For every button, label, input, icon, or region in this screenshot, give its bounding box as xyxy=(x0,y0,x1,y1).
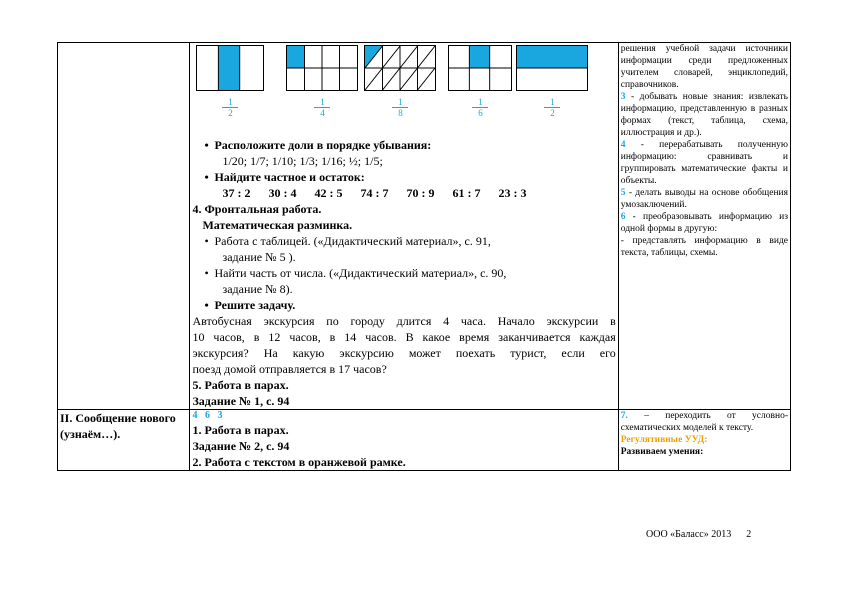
stage-title-cell xyxy=(58,410,190,471)
uud-refs: 4 6 3 xyxy=(192,410,223,421)
fraction-figure-5 xyxy=(516,45,588,91)
item-table-a: • Работа с таблицей. («Дидактический материал», с. 91, xyxy=(192,233,615,249)
content-cell-2 xyxy=(190,410,618,471)
warmup-heading: Математическая разминка. xyxy=(202,218,353,232)
fraction-label-2: $\frac{1}{4}$ xyxy=(314,97,330,118)
fractions-list: 1/20; 1/7; 1/10; 1/3; 1/16; ½; 1/5; xyxy=(222,154,383,168)
uud-num-5: 5 xyxy=(620,188,626,198)
item-part-b: задание № 8). xyxy=(222,282,293,296)
fraction-label-3: $\frac{1}{8}$ xyxy=(392,97,408,118)
problem-line-2: 10 часов, в 12 часов, в 14 часов. В какое время заканчивается каждая xyxy=(192,330,616,344)
uud-item-5: 5 - делать выводы на основе обобщения умозаключений. xyxy=(620,188,788,210)
uud-item-6: 6 - преобразовывать информацию из одной формы в другую: xyxy=(620,212,788,234)
fraction-label-1: $\frac{1}{2}$ xyxy=(222,97,238,118)
text-work: 2. Работа с текстом в оранжевой рамке. xyxy=(192,455,406,469)
section-4-heading: 4. Фронтальная работа. xyxy=(192,202,322,216)
item-table-b: задание № 5 ). xyxy=(222,250,296,264)
division-list: 37 : 2 30 : 4 42 : 5 74 : 7 70 : 9 61 : 7 23 : 3 xyxy=(222,186,527,200)
problem-line-3: экскурсия? На какую экскурсию может поехать турист, если его xyxy=(192,346,616,360)
fraction-figure-2 xyxy=(286,45,358,91)
pair-work: 1. Работа в парах. xyxy=(192,423,289,437)
uud-num-3: 3 xyxy=(620,92,626,102)
uud-item-7: - представлять информацию в виде текста, таблицы, схемы. xyxy=(620,236,788,258)
item-part-a: • Найти часть от числа. («Дидактический материал», с. 90, xyxy=(192,265,615,281)
table-row xyxy=(58,410,791,471)
fraction-figures xyxy=(192,43,615,137)
fraction-label-5: $\frac{1}{2}$ xyxy=(544,97,560,118)
uud-cell-2 xyxy=(618,410,790,471)
uud-num-6: 6 xyxy=(620,212,626,222)
task-2: Задание № 2, с. 94 xyxy=(192,439,290,453)
develop-heading: Развиваем умения: xyxy=(620,447,704,457)
fraction-figure-1 xyxy=(196,45,264,91)
fraction-figure-3 xyxy=(364,45,436,91)
page-footer: ООО «Баласс» 2013 2 xyxy=(646,529,752,540)
uud-item-7b: 7. – переходить от условно-схематических моделей к тексту. xyxy=(620,411,788,433)
table-row xyxy=(58,43,791,410)
item-solve: • Решите задачу. xyxy=(192,297,615,313)
task-5: Задание № 1, с. 94 xyxy=(192,394,290,408)
stage-title: II. Сообщение нового (узнаём…). xyxy=(60,411,176,441)
stage-cell xyxy=(58,43,190,410)
fraction-label-4: $\frac{1}{6}$ xyxy=(472,97,488,118)
uud-item-4: 4 - перерабатывать полученную информацию: сравнивать и группировать математические факты и объекты. xyxy=(620,140,788,186)
lesson-table xyxy=(57,42,791,471)
uud-num-7: 7. xyxy=(620,411,628,421)
uud-cell xyxy=(618,43,790,410)
content-cell xyxy=(190,43,618,410)
bullet-order: • Расположите доли в порядке убывания: xyxy=(192,137,615,153)
uud-text-1: решения учебной задачи источники информации среди предложенных учителем словарей, энциклопедий, справочников. xyxy=(620,44,788,90)
section-5-heading: 5. Работа в парах. xyxy=(192,378,289,392)
uud-item-3: 3 - добывать новые знания: извлекать информацию, представленную в разных формах (текст, таблица, схема, иллюстрация и др.). xyxy=(620,92,788,138)
problem-line-1: Автобусная экскурсия по городу длится 4 часа. Начало экскурсии в xyxy=(192,314,616,328)
bullet-divide: • Найдите частное и остаток: xyxy=(192,169,615,185)
fraction-figure-4 xyxy=(448,45,512,91)
uud-num-4: 4 xyxy=(620,140,626,150)
problem-line-4: поезд домой отправляется в 17 часов? xyxy=(192,362,387,376)
regulatory-heading: Регулятивные УУД: xyxy=(620,435,708,445)
